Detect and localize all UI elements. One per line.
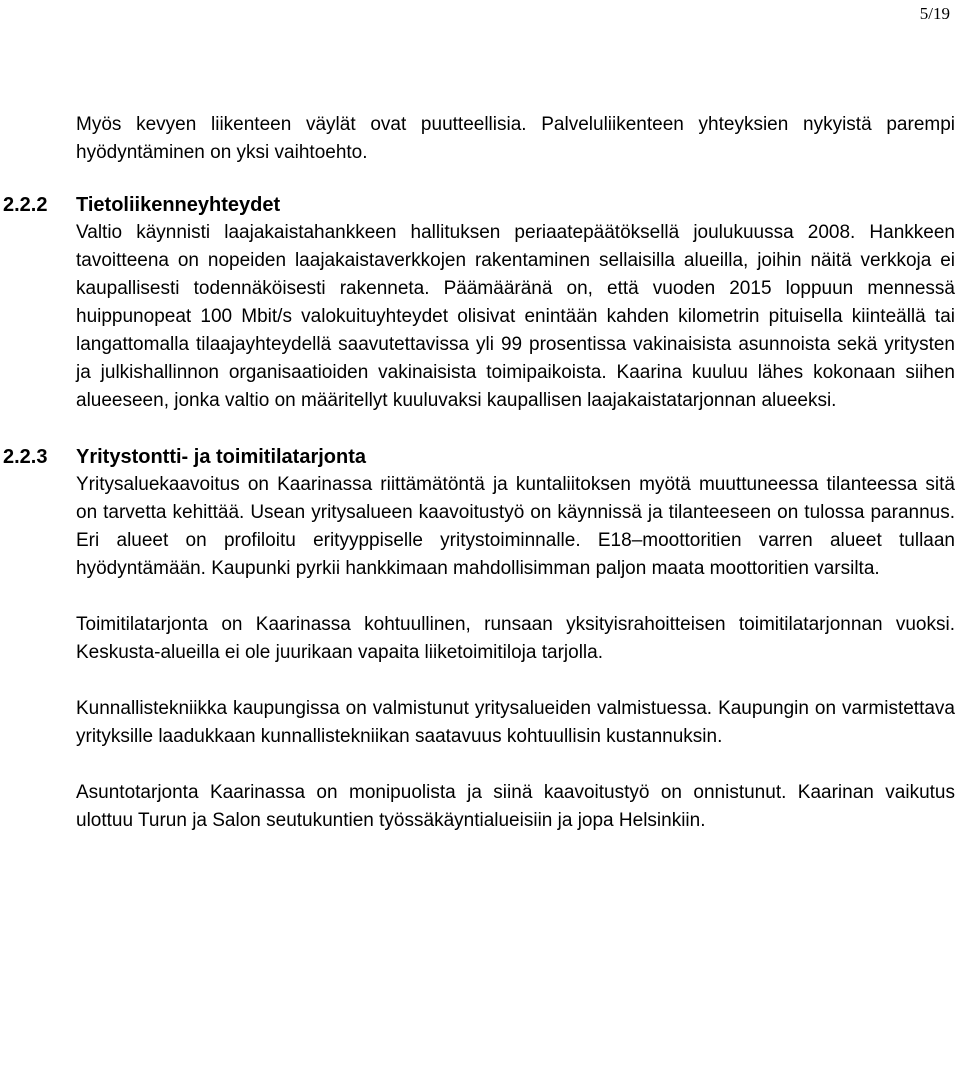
section-paragraph: Kunnallistekniikka kaupungissa on valmistunut yritysalueiden valmistuessa. Kaupungin on varmistettava yrityksille laadukkaan kunnallistekniikan saatavuus kohtuullisin kustannuksin. bbox=[76, 698, 955, 747]
section-paragraph: Toimitilatarjonta on Kaarinassa kohtuullinen, runsaan yksityisrahoitteisen toimitilatarjonnan vuoksi. Keskusta-alueilla ei ole juurikaan vapaita liiketoimitiloja tarjolla. bbox=[76, 614, 955, 663]
section-paragraph: Valtio käynnisti laajakaistahankkeen hallituksen periaatepäätöksellä joulukuussa 2008. Hankkeen tavoitteena on nopeiden laajakaistaverkkojen rakentaminen sellaisilla alueilla, joihin näitä verkkoja ei kaupallisesti todennäköisesti rakenneta. Päämääränä on, että vuoden 2015 loppuun mennessä huippunopeat 100 Mbit/s valokuituyhteydet olisivat enintään kahden kilometrin pituisella kiinteällä tai langattomalla tilaajayhteydellä saavutettavissa yli 99 prosentissa vakinaisista asunnoista sekä yritysten ja julkishallinnon organisaatioiden vakinaisista toimipaikoista. Kaarina kuuluu lähes kokonaan siihen alueeseen, jonka valtio on määritellyt kuuluvaksi kaupallisen laajakaistatarjonnan alueeksi. bbox=[76, 222, 955, 411]
section-paragraph: Yritysaluekaavoitus on Kaarinassa riittämätöntä ja kuntaliitoksen myötä muuttuneessa tilanteessa sitä on tarvetta kehittää. Usean yritysalueen kaavoitustyö on käynnissä ja tilanteeseen on tulossa parannus. Eri alueet on profiloitu erityyppiselle yritystoiminnalle. E18–moottoritien varren alueet tullaan hyödyntämään. Kaupunki pyrkii hankkimaan mahdollisimman paljon maata moottoritien varsilta. bbox=[76, 474, 955, 579]
section-number: 2.2.3 bbox=[3, 446, 48, 468]
page-number: 5/19 bbox=[919, 4, 950, 23]
intro-paragraph: Myös kevyen liikenteen väylät ovat puutteellisia. Palveluliikenteen yhteyksien nykyistä parempi hyödyntäminen on yksi vaihtoehto. bbox=[76, 114, 955, 163]
section-title: Tietoliikenneyhteydet bbox=[76, 194, 281, 216]
section-number: 2.2.2 bbox=[3, 194, 48, 216]
document-body bbox=[3, 111, 955, 835]
section-heading-2-2-2 bbox=[3, 191, 955, 219]
section-title: Yritystontti- ja toimitilatarjonta bbox=[76, 446, 367, 468]
section-heading-2-2-3 bbox=[3, 443, 955, 471]
section-paragraph: Asuntotarjonta Kaarinassa on monipuolista ja siinä kaavoitustyö on onnistunut. Kaarinan vaikutus ulottuu Turun ja Salon seutukuntien työssäkäyntialueisiin ja jopa Helsinkiin. bbox=[76, 782, 955, 831]
